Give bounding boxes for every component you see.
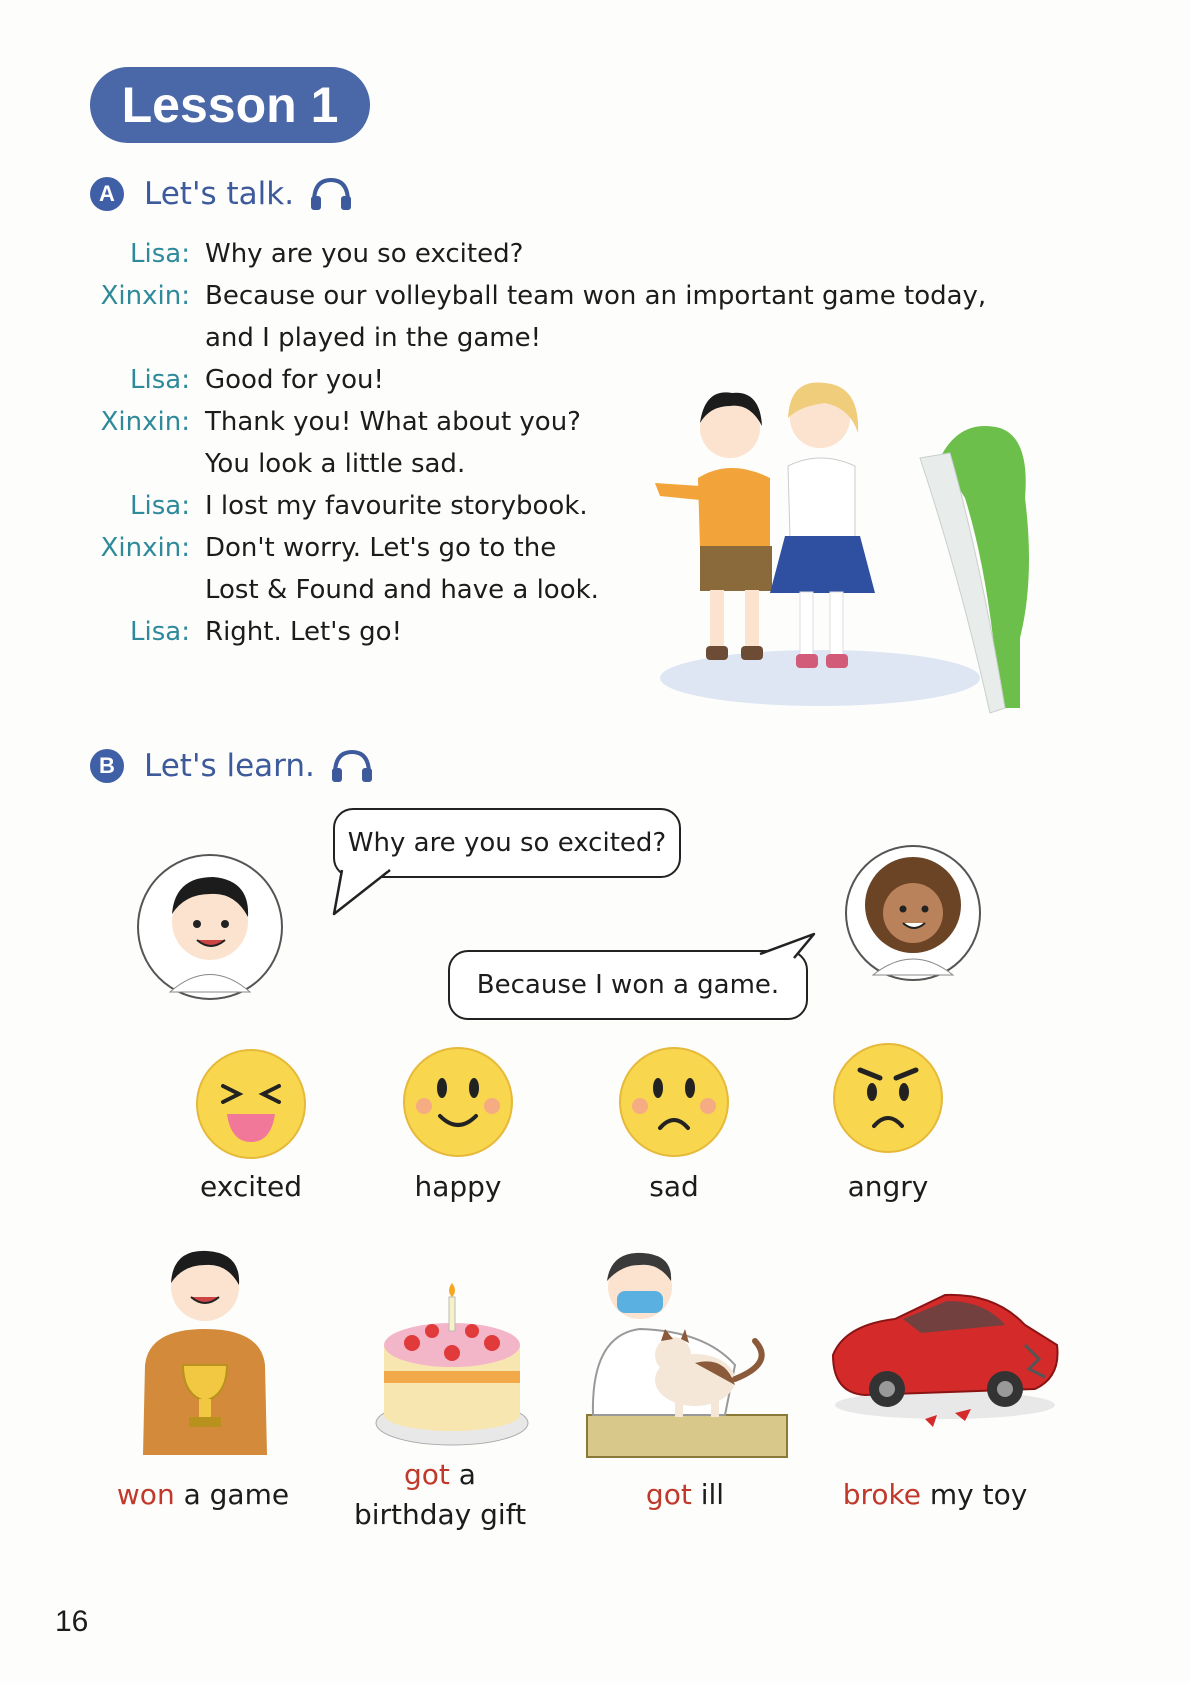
emotion-label-excited: excited (200, 1170, 302, 1203)
section-b-header (90, 748, 375, 784)
question-text: Why are you so excited? (347, 828, 667, 858)
speaker-name: Lisa: (130, 365, 190, 395)
phrase-rest: my toy (920, 1478, 1028, 1511)
section-b-title: Let's learn. (144, 748, 315, 784)
birthday-cake-icon (372, 1275, 532, 1450)
page-number: 16 (55, 1605, 89, 1638)
dialogue-line: and I played in the game! (205, 323, 542, 353)
emotion-label-angry: angry (847, 1170, 929, 1203)
dialogue-line: Because our volleyball team won an important game today, (205, 281, 987, 311)
phrase-broke-my-toy (835, 1475, 1035, 1515)
phrase-won-a-game (103, 1475, 303, 1515)
speaker-name: Lisa: (130, 239, 190, 269)
lesson-title: Lesson 1 (121, 77, 339, 133)
phrase-got-ill (585, 1475, 785, 1515)
dialogue-line: I lost my favourite storybook. (205, 491, 588, 521)
dialogue-line: You look a little sad. (205, 449, 466, 479)
dialogue-line: Why are you so excited? (205, 239, 524, 269)
bubble-tail (330, 868, 400, 918)
phrase-line2: birthday gift (353, 1498, 527, 1531)
headphones-icon[interactable] (308, 176, 354, 212)
excited-face-icon (195, 1048, 307, 1160)
vet-cat-icon (585, 1245, 790, 1460)
lesson-title-pill (90, 67, 370, 143)
emotion-label-sad: sad (649, 1170, 699, 1203)
emotion-label-happy: happy (414, 1170, 502, 1203)
phrase-got-a-birthday-gift (340, 1455, 540, 1535)
phrase-keyword: got (645, 1478, 692, 1511)
happy-face-icon (402, 1046, 514, 1158)
phrase-rest: a game (174, 1478, 290, 1511)
section-b-badge: B (90, 749, 124, 783)
dialogue-line: Good for you! (205, 365, 384, 395)
trophy-boy-icon (135, 1245, 275, 1460)
phrase-keyword: got (404, 1458, 450, 1491)
phrase-keyword: won (116, 1478, 175, 1511)
speaker-name: Xinxin: (100, 533, 190, 563)
angry-face-icon (832, 1042, 944, 1154)
answer-text: Because I won a game. (476, 970, 780, 1000)
phrase-rest: a (449, 1458, 476, 1491)
section-a-title: Let's talk. (144, 176, 295, 212)
girls-walking-illustration (620, 378, 1040, 738)
dialogue-line: Lost & Found and have a look. (205, 575, 599, 605)
bubble-tail (750, 930, 820, 970)
speaker-name: Lisa: (130, 491, 190, 521)
speaker-name: Xinxin: (100, 281, 190, 311)
broken-car-icon (825, 1285, 1065, 1435)
section-a-header (90, 176, 354, 212)
sad-face-icon (618, 1046, 730, 1158)
phrase-rest: ill (691, 1478, 725, 1511)
dialogue-line: Thank you! What about you? (205, 407, 581, 437)
boy-avatar (135, 852, 285, 1002)
girl-avatar (843, 843, 983, 983)
speaker-name: Xinxin: (100, 407, 190, 437)
headphones-icon[interactable] (329, 748, 375, 784)
section-a-badge: A (90, 177, 124, 211)
dialogue-line: Right. Let's go! (205, 617, 403, 647)
speaker-name: Lisa: (130, 617, 190, 647)
dialogue-line: Don't worry. Let's go to the (205, 533, 557, 563)
phrase-keyword: broke (842, 1478, 921, 1511)
